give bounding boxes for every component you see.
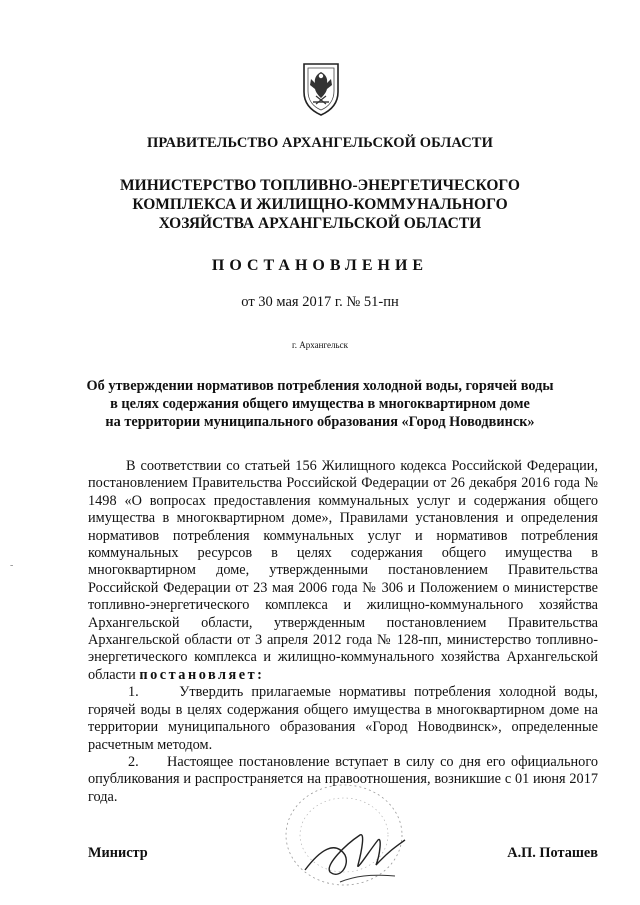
item-number: 2. xyxy=(128,753,139,770)
document-date-number: от 30 мая 2017 г. № 51-пн xyxy=(241,294,399,310)
document-body xyxy=(88,458,598,806)
subject-line: на территории муниципального образования «Город Новодвинск» xyxy=(105,414,535,430)
document-city: г. Архангельск xyxy=(292,340,348,350)
resolves-word: постановляет: xyxy=(139,666,265,683)
document-subject xyxy=(60,377,580,431)
item-text: Настоящее постановление вступает в силу со дня его официального опубликования и распространяется на правоотношения, возникшие с 01 июня 2017 года. xyxy=(88,753,598,805)
subject-line: в целях содержания общего имущества в многоквартирном доме xyxy=(110,396,530,412)
ministry-title-line: МИНИСТЕРСТВО ТОПЛИВНО-ЭНЕРГЕТИЧЕСКОГО xyxy=(120,177,520,194)
document-type-heading: ПОСТАНОВЛЕНИЕ xyxy=(211,257,429,274)
item-text: Утвердить прилагаемые нормативы потребления холодной воды, горячей воды в целях содержания общего имущества в многоквартирном доме на территории муниципального образования «Город Новодвинск», определенные расчетным методом. xyxy=(88,684,598,753)
ministry-title xyxy=(60,176,580,233)
preamble-paragraph xyxy=(88,458,598,684)
handwritten-signature-icon xyxy=(300,810,410,890)
preamble-text: В соответствии со статьей 156 Жилищного кодекса Российской Федерации, постановлением Правительства Российской Федерации от 26 декабря 2016 года № 1498 «О вопросах предоставления коммунальных услуг и содержания общего имущества в многоквартирном доме», Правилами установления и определения нормативов потребления коммунальных услуг и нормативов потребления коммунальных ресурсов в целях содержания общего имущества в многоквартирном доме, утвержденными постановлением Правительства Российской Федерации от 23 мая 2006 года № 306 и Положением о министерстве топливно-энергетического комплекса и жилищно-коммунального хозяйства Архангельской области, утвержденным постановлением Правительства Архангельской области от 3 апреля 2012 года № 128-пп, министерство топливно-энергетического комплекса и жилищно-коммунального хозяйства Архангельской области xyxy=(88,458,598,683)
coat-of-arms-icon xyxy=(298,58,344,118)
list-item xyxy=(88,684,598,754)
item-number: 1. xyxy=(128,684,139,701)
ministry-title-line: ХОЗЯЙСТВА АРХАНГЕЛЬСКОЙ ОБЛАСТИ xyxy=(158,215,482,232)
subject-line: Об утверждении нормативов потребления холодной воды, горячей воды xyxy=(86,378,554,394)
government-title: ПРАВИТЕЛЬСТВО АРХАНГЕЛЬСКОЙ ОБЛАСТИ xyxy=(147,135,493,151)
signer-position: Министр xyxy=(88,845,148,861)
margin-mark: - xyxy=(10,560,14,571)
signer-name: А.П. Поташев xyxy=(507,845,598,861)
ministry-title-line: КОМПЛЕКСА И ЖИЛИЩНО-КОММУНАЛЬНОГО xyxy=(132,196,508,213)
